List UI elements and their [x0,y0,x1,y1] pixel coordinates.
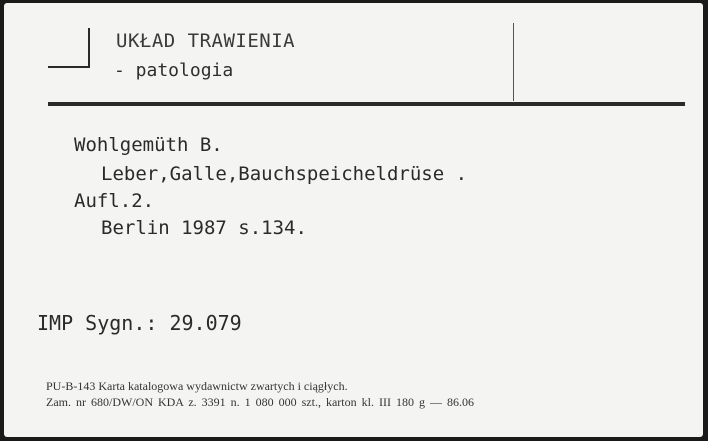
entry-author: Wohlgemüth B. [74,134,223,156]
printer-footer-line-2: Zam. nr 680/DW/ON KDA z. 3391 n. 1 080 000 szt., karton kl. III 180 g — 86.06 [46,395,474,409]
subject-subheading: - patologia [114,60,234,81]
entry-imprint: Berlin 1987 s.134. [101,217,307,239]
call-number: IMP Sygn.: 29.079 [37,311,242,335]
entry-edition: Aufl.2. [74,190,155,212]
vertical-divider [513,23,514,101]
catalog-card [4,3,703,437]
printer-footer-line-1: PU-B-143 Karta katalogowa wydawnictw zwartych i ciągłych. [46,379,348,393]
corner-bracket-mark [48,28,90,68]
heading-rule [48,102,685,106]
subject-heading: UKŁAD TRAWIENIA [116,30,296,52]
entry-title: Leber,Galle,Bauchspeicheldrüse . [101,163,468,185]
